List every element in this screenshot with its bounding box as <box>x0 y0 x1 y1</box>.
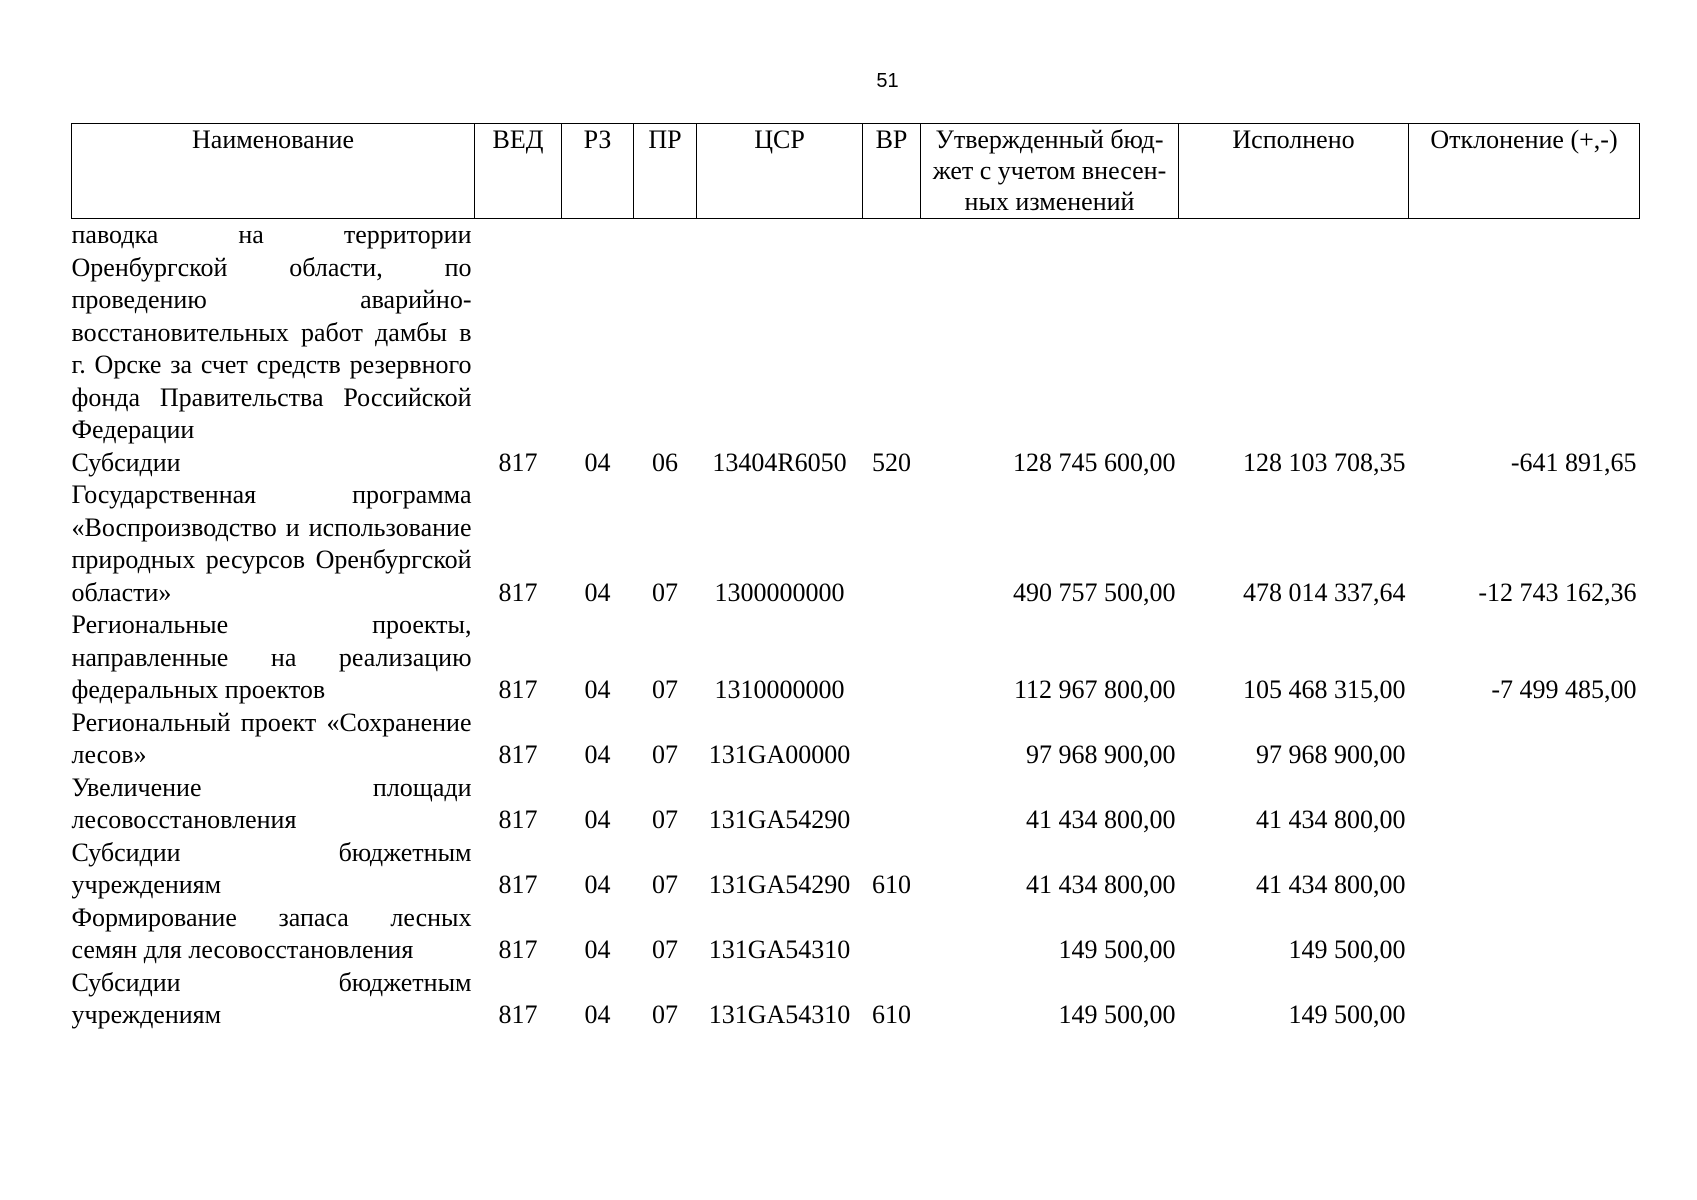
row-ved: 817 <box>498 447 538 477</box>
row-ved: 817 <box>498 1000 538 1029</box>
row-vr <box>863 707 921 772</box>
row-executed: 478 014 337,64 <box>1243 577 1406 607</box>
row-ved <box>475 219 562 447</box>
table-row <box>72 967 1640 1032</box>
row-deviation <box>1409 967 1640 1032</box>
header-ved: ВЕД <box>475 124 562 219</box>
row-name: Субсидии бюджетным учреждениям <box>71 967 472 1029</box>
row-csr: 131GA00000 <box>708 740 851 769</box>
table-row <box>72 479 1640 609</box>
row-executed: 105 468 315,00 <box>1243 675 1406 704</box>
row-csr: 131GA54310 <box>708 935 851 964</box>
row-pr: 07 <box>652 805 678 834</box>
row-csr: 131GA54290 <box>708 805 851 834</box>
row-name: Региональный проект «Сохранение лесов» <box>71 707 472 769</box>
row-executed <box>1179 219 1409 447</box>
row-pr: 06 <box>652 447 678 477</box>
table-row <box>72 772 1640 837</box>
table-row <box>72 902 1640 967</box>
row-ved: 817 <box>498 740 538 769</box>
row-rz: 04 <box>584 447 611 477</box>
row-vr: 610 <box>872 870 911 899</box>
row-deviation <box>1409 902 1640 967</box>
row-budget: 112 967 800,00 <box>1013 675 1176 704</box>
row-deviation <box>1409 837 1640 902</box>
table-row <box>72 447 1640 480</box>
row-deviation: -12 743 162,36 <box>1478 577 1637 607</box>
row-pr: 07 <box>652 870 678 899</box>
row-name: Региональные проекты, направленные на реализацию федеральных проектов <box>71 610 472 704</box>
row-executed: 149 500,00 <box>1288 1000 1406 1029</box>
row-rz: 04 <box>584 675 611 704</box>
row-name: Увеличение площади лесовосстановления <box>71 772 472 834</box>
table-row <box>72 707 1640 772</box>
row-ved: 817 <box>498 675 538 704</box>
row-name: Государственная программа «Воспроизводство и использование природных ресурсов Оренбургской области» <box>71 480 472 607</box>
row-csr: 1310000000 <box>714 675 845 704</box>
row-vr <box>863 772 921 837</box>
row-executed: 97 968 900,00 <box>1256 740 1406 769</box>
header-row <box>72 124 1640 219</box>
row-deviation <box>1409 219 1640 447</box>
row-deviation <box>1409 772 1640 837</box>
row-budget: 149 500,00 <box>1058 935 1176 964</box>
row-budget: 41 434 800,00 <box>1026 805 1176 834</box>
row-budget: 149 500,00 <box>1058 1000 1176 1029</box>
header-name: Наименование <box>72 124 475 219</box>
row-rz: 04 <box>584 805 611 834</box>
row-rz: 04 <box>584 1000 611 1029</box>
row-pr: 07 <box>652 1000 678 1029</box>
header-pr: ПР <box>634 124 697 219</box>
row-vr <box>863 479 921 609</box>
budget-table <box>71 123 1640 1032</box>
header-vr: ВР <box>863 124 921 219</box>
row-deviation: -641 891,65 <box>1510 447 1637 477</box>
row-pr: 07 <box>652 675 678 704</box>
row-rz: 04 <box>584 870 611 899</box>
row-ved: 817 <box>498 870 538 899</box>
row-executed: 41 434 800,00 <box>1256 805 1406 834</box>
row-ved: 817 <box>498 935 538 964</box>
header-rz: РЗ <box>562 124 634 219</box>
row-name: паводка на территории Оренбургской области, по проведению аварийно-восстановительных работ дамбы в г. Орске за счет средств резервного фонда Правительства Российской Федерации <box>71 220 472 444</box>
row-vr: 610 <box>872 1000 911 1029</box>
row-deviation: -7 499 485,00 <box>1491 675 1637 704</box>
row-pr <box>634 219 697 447</box>
table-row <box>72 837 1640 902</box>
table-body <box>72 219 1640 1032</box>
row-budget: 490 757 500,00 <box>1013 577 1176 607</box>
row-csr <box>697 219 863 447</box>
row-budget: 128 745 600,00 <box>1013 447 1176 477</box>
header-csr: ЦСР <box>697 124 863 219</box>
row-rz <box>562 219 634 447</box>
row-ved: 817 <box>498 577 538 607</box>
header-deviation: Отклонение (+,-) <box>1409 124 1640 219</box>
row-deviation <box>1409 707 1640 772</box>
row-csr: 13404R6050 <box>712 447 847 477</box>
row-executed: 149 500,00 <box>1288 935 1406 964</box>
row-budget: 41 434 800,00 <box>1026 870 1176 899</box>
row-rz: 04 <box>584 740 611 769</box>
row-budget <box>921 219 1179 447</box>
table-row <box>72 219 1640 447</box>
row-name: Формирование запаса лесных семян для лесовосстановления <box>71 902 472 964</box>
row-pr: 07 <box>652 935 678 964</box>
row-vr <box>863 219 921 447</box>
row-name: Субсидии бюджетным учреждениям <box>71 837 472 899</box>
row-vr: 520 <box>872 447 911 477</box>
row-csr: 1300000000 <box>714 577 845 607</box>
row-rz: 04 <box>584 935 611 964</box>
header-budget: Утвержденный бюд-жет с учетом внесен-ных изменений <box>921 124 1179 219</box>
row-rz: 04 <box>584 577 611 607</box>
row-vr <box>863 609 921 707</box>
table-row <box>72 609 1640 707</box>
page-number: 51 <box>876 70 899 92</box>
row-budget: 97 968 900,00 <box>1026 740 1176 769</box>
table-header <box>72 124 1640 219</box>
row-csr: 131GA54290 <box>708 870 851 899</box>
row-executed: 128 103 708,35 <box>1243 447 1406 477</box>
row-csr: 131GA54310 <box>708 1000 851 1029</box>
row-name: Субсидии <box>71 447 181 477</box>
row-executed: 41 434 800,00 <box>1256 870 1406 899</box>
header-executed: Исполнено <box>1179 124 1409 219</box>
row-pr: 07 <box>652 577 678 607</box>
row-pr: 07 <box>652 740 678 769</box>
row-ved: 817 <box>498 805 538 834</box>
row-vr <box>863 902 921 967</box>
